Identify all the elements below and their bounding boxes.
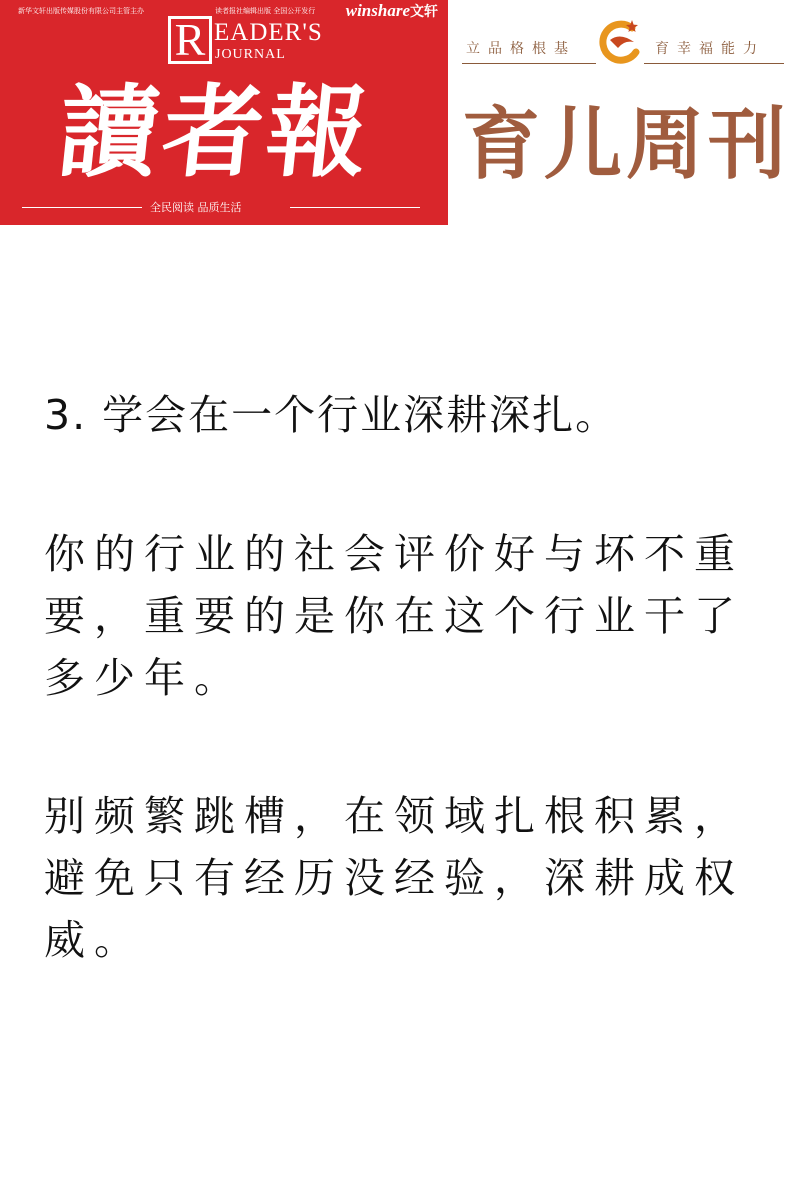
publisher-text: 新华文轩出版传媒股份有限公司主管主办 [18, 7, 144, 15]
parenting-weekly-title: 育儿周刊 [462, 100, 791, 190]
phoenix-star-logo-icon [596, 18, 644, 68]
journal-wordmark: JOURNAL [215, 47, 286, 62]
slogan-divider-right [290, 207, 420, 208]
readers-journal-banner [0, 0, 448, 225]
article-body [44, 385, 764, 971]
winshare-logo [346, 1, 438, 21]
readers-journal-wordmark: EADER'S [214, 19, 323, 46]
winshare-chinese: 文轩 [410, 4, 438, 20]
parenting-weekly-brand [448, 0, 800, 225]
distribution-text: 读者报社编辑出版 全国公开发行 [215, 7, 316, 15]
banner-slogan: 全民阅读 品质生活 [150, 201, 242, 214]
article-paragraph-2: 别频繁跳槽，在领域扎根积累，避免只有经历没经验，深耕成权威。 [44, 792, 744, 964]
readers-journal-calligraphy-title: 讀者報 [52, 73, 378, 191]
slogan-divider-left [22, 207, 142, 208]
article-heading: 3. 学会在一个行业深耕深扎。 [44, 391, 619, 439]
motto-right: 育幸福能力 [655, 41, 765, 57]
motto-left: 立品格根基 [466, 41, 576, 57]
article-paragraph-1: 你的行业的社会评价好与坏不重要，重要的是你在这个行业干了多少年。 [44, 530, 744, 702]
winshare-latin: winshare [345, 1, 410, 20]
banner-slogan-row [0, 199, 448, 217]
readers-journal-r-box: R [168, 16, 212, 64]
